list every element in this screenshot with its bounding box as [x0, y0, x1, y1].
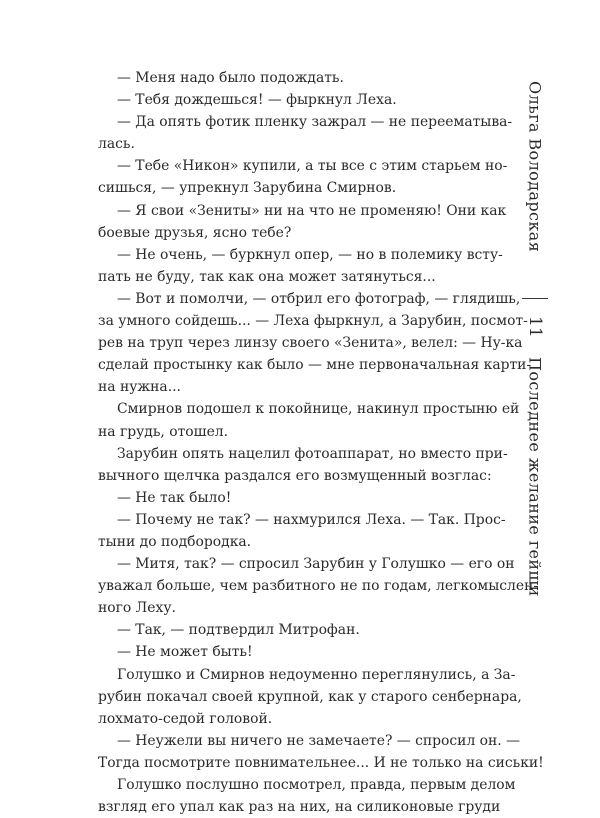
- text-line: — Митя, так? — спросил Зарубин у Голушко — его он: [117, 556, 515, 573]
- text-line: — Не очень, — буркнул опер, — но в полемику всту-: [117, 246, 503, 263]
- text-line: — Не может быть!: [117, 644, 253, 661]
- text-line: за умного сойдешь... — Леха фыркнул, а Зарубин, посмот-: [98, 313, 528, 330]
- text-line: — Неужели вы ничего не замечаете? — спросил он. —: [117, 732, 521, 749]
- page-number: 11: [525, 316, 545, 338]
- text-line: сишься, — упрекнул Зарубина Смирнов.: [98, 180, 397, 197]
- text-line: Голушко послушно посмотрел, правда, первым делом: [117, 777, 516, 793]
- text-line: рев на труп через линзу своего «Зенита», велел: — Ну-ка: [98, 335, 523, 352]
- text-line: — Тебя дождешься! — фыркнул Леха.: [117, 92, 397, 109]
- text-line: ного Леху.: [98, 600, 176, 617]
- text-line: — Меня надо было подождать.: [117, 70, 344, 86]
- book-title: Последнее желание гейши: [525, 357, 545, 597]
- text-line: на грудь, отошел.: [98, 423, 229, 440]
- text-line: Голушко и Смирнов недоуменно переглянулись, а За-: [117, 666, 516, 683]
- text-line: вычного щелчка раздался его возмущенный возглас:: [98, 467, 492, 484]
- text-line: — Не так было!: [117, 489, 232, 506]
- text-line: пать не буду, так как она может затянуться...: [98, 268, 436, 285]
- text-line: уважал больше, чем разбитного не по годам, легкомыслен-: [98, 578, 539, 595]
- author-name: Ольга Володарская: [525, 81, 545, 253]
- text-line: лась.: [98, 136, 135, 153]
- text-line: сделай простынку как было — мне первоначальная карти-: [98, 357, 532, 374]
- text-line: — Так, — подтвердил Митрофан.: [117, 622, 360, 639]
- text-line: лохмато-седой головой.: [98, 710, 273, 727]
- text-line: Зарубин опять нацелил фотоаппарат, но вместо при-: [117, 445, 508, 462]
- text-line: — Я свои «Зениты» ни на что не променяю! Они как: [117, 202, 507, 219]
- text-line: Тогда посмотрите повнимательнее... И не только на сиськи!: [98, 754, 544, 771]
- text-line: на нужна...: [98, 379, 181, 396]
- text-line: — Тебе «Никон» купили, а ты все с этим старьем но-: [117, 158, 508, 175]
- text-line: — Да опять фотик пленку зажрал — не переематыва-: [117, 114, 513, 131]
- text-line: боевые друзья, ясно тебе?: [98, 224, 292, 241]
- text-line: — Почему не так? — нахмурился Леха. — Так. Прос-: [117, 511, 506, 528]
- header-divider: [522, 298, 548, 299]
- running-header: [519, 67, 551, 722]
- text-line: тыни до подбородка.: [98, 533, 252, 550]
- text-line: Смирнов подошел к покойнице, накинул простыню ей: [117, 401, 520, 418]
- text-line: рубин покачал своей крупной, как у старого сенбернара,: [98, 688, 522, 705]
- text-line: взгляд его упал как раз на них, на силиконовые груди: [98, 799, 501, 816]
- text-line: — Вот и помолчи, — отбрил его фотограф, — глядишь,: [117, 290, 521, 307]
